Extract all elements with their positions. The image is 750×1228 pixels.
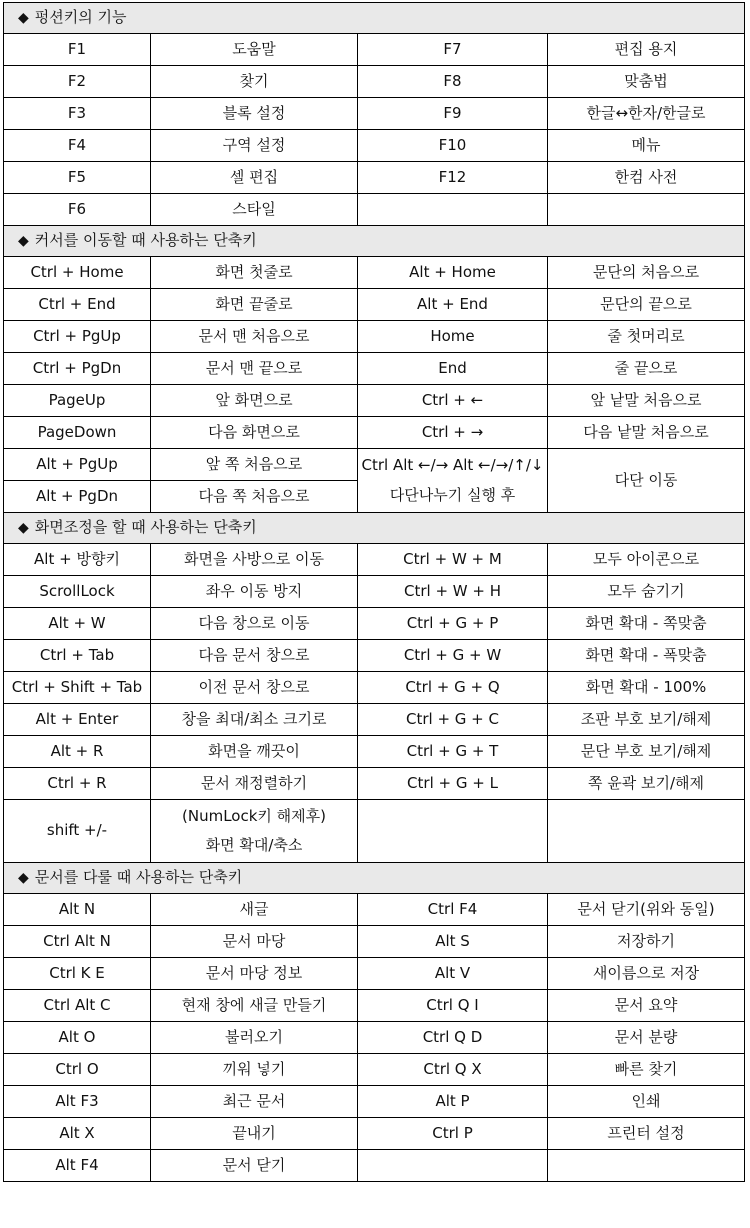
section-header-row	[4, 226, 745, 257]
key-cell: Ctrl + PgUp	[4, 321, 151, 353]
table-row	[4, 449, 745, 481]
key-cell: F3	[4, 98, 151, 130]
key-cell: F12	[358, 162, 548, 194]
table-row	[4, 640, 745, 672]
key-cell: Ctrl + G + P	[358, 608, 548, 640]
key-cell: Alt + W	[4, 608, 151, 640]
table-row	[4, 194, 745, 226]
key-cell: Ctrl + G + W	[358, 640, 548, 672]
key-cell: PageUp	[4, 385, 151, 417]
table-row	[4, 608, 745, 640]
desc-cell: 문서 분량	[548, 1022, 745, 1054]
key-cell: Ctrl + End	[4, 289, 151, 321]
table-row	[4, 1022, 745, 1054]
desc-cell: 모두 아이콘으로	[548, 544, 745, 576]
table-row	[4, 672, 745, 704]
section-title: 화면조정을 할 때 사용하는 단축키	[34, 518, 257, 537]
table-row	[4, 544, 745, 576]
desc-cell: 다음 쪽 처음으로	[151, 481, 358, 513]
desc-cell: 저장하기	[548, 926, 745, 958]
table-row	[4, 353, 745, 385]
key-cell: Alt P	[358, 1086, 548, 1118]
key-cell: F2	[4, 66, 151, 98]
key-cell: Ctrl + →	[358, 417, 548, 449]
desc-cell: 다음 화면으로	[151, 417, 358, 449]
desc-cell	[548, 800, 745, 863]
desc-cell: 한글↔한자/한글로	[548, 98, 745, 130]
desc-cell	[548, 1150, 745, 1182]
desc-cell: 빠른 찾기	[548, 1054, 745, 1086]
key-cell: Alt S	[358, 926, 548, 958]
key-cell: Alt F4	[4, 1150, 151, 1182]
desc-cell: 메뉴	[548, 130, 745, 162]
desc-line: (NumLock키 해제후)	[182, 806, 326, 825]
merged-key-cell	[358, 449, 548, 513]
section-title: 문서를 다룰 때 사용하는 단축키	[34, 868, 243, 887]
desc-cell: 화면 끝줄로	[151, 289, 358, 321]
table-row	[4, 417, 745, 449]
key-cell: Alt O	[4, 1022, 151, 1054]
table-row	[4, 130, 745, 162]
key-cell: Ctrl + PgDn	[4, 353, 151, 385]
shortcut-table-body	[4, 3, 745, 1182]
desc-cell: 창을 최대/최소 크기로	[151, 704, 358, 736]
key-cell: F9	[358, 98, 548, 130]
key-cell: F7	[358, 34, 548, 66]
key-cell: Ctrl Alt C	[4, 990, 151, 1022]
table-row	[4, 289, 745, 321]
key-cell: Ctrl + W + M	[358, 544, 548, 576]
key-cell: F10	[358, 130, 548, 162]
merged-key-line: Ctrl Alt ←/→ Alt ←/→/↑/↓	[361, 456, 544, 475]
key-cell: Ctrl + G + Q	[358, 672, 548, 704]
key-cell: Alt X	[4, 1118, 151, 1150]
key-cell: Ctrl + Shift + Tab	[4, 672, 151, 704]
section-header	[4, 513, 745, 544]
key-cell: Alt + R	[4, 736, 151, 768]
key-cell: Ctrl K E	[4, 958, 151, 990]
desc-cell: 화면 확대 - 쪽맞춤	[548, 608, 745, 640]
table-row	[4, 162, 745, 194]
desc-cell: 스타일	[151, 194, 358, 226]
diamond-bullet-icon: ◆	[18, 870, 29, 887]
key-cell: Ctrl F4	[358, 894, 548, 926]
table-row	[4, 1150, 745, 1182]
key-cell: Ctrl + G + L	[358, 768, 548, 800]
key-cell: Ctrl Q I	[358, 990, 548, 1022]
diamond-bullet-icon: ◆	[18, 520, 29, 537]
desc-cell: 문단 부호 보기/해제	[548, 736, 745, 768]
table-row	[4, 1118, 745, 1150]
table-row	[4, 321, 745, 353]
desc-cell: 문단의 끝으로	[548, 289, 745, 321]
table-row	[4, 98, 745, 130]
merged-key-note: 다단나누기 실행 후	[389, 485, 516, 504]
key-cell: Alt + PgUp	[4, 449, 151, 481]
section-header	[4, 226, 745, 257]
table-row	[4, 926, 745, 958]
table-row	[4, 958, 745, 990]
key-cell: Ctrl Alt N	[4, 926, 151, 958]
desc-cell: 앞 쪽 처음으로	[151, 449, 358, 481]
key-cell: Alt F3	[4, 1086, 151, 1118]
desc-cell: 이전 문서 창으로	[151, 672, 358, 704]
desc-cell: 새이름으로 저장	[548, 958, 745, 990]
desc-cell: 찾기	[151, 66, 358, 98]
key-cell: Home	[358, 321, 548, 353]
table-row	[4, 576, 745, 608]
section-header-row	[4, 863, 745, 894]
section-title: 펑션키의 기능	[34, 8, 127, 27]
desc-cell: 끼워 넣기	[151, 1054, 358, 1086]
table-row	[4, 34, 745, 66]
section-header	[4, 3, 745, 34]
table-row	[4, 894, 745, 926]
section-title: 커서를 이동할 때 사용하는 단축키	[34, 231, 257, 250]
desc-cell: 다음 낱말 처음으로	[548, 417, 745, 449]
desc-cell: 줄 첫머리로	[548, 321, 745, 353]
desc-cell: 도움말	[151, 34, 358, 66]
key-cell: Ctrl + ←	[358, 385, 548, 417]
table-row	[4, 736, 745, 768]
desc-cell: 문서 닫기(위와 동일)	[548, 894, 745, 926]
key-cell: Alt + Enter	[4, 704, 151, 736]
key-cell: F5	[4, 162, 151, 194]
desc-cell: 새글	[151, 894, 358, 926]
key-cell: ScrollLock	[4, 576, 151, 608]
desc-cell	[151, 800, 358, 863]
diamond-bullet-icon: ◆	[18, 233, 29, 250]
table-row	[4, 1054, 745, 1086]
key-cell: Ctrl + Home	[4, 257, 151, 289]
key-cell: F6	[4, 194, 151, 226]
desc-cell: 앞 낱말 처음으로	[548, 385, 745, 417]
desc-cell: 줄 끝으로	[548, 353, 745, 385]
key-cell: Alt V	[358, 958, 548, 990]
desc-cell: 셀 편집	[151, 162, 358, 194]
desc-cell: 한컴 사전	[548, 162, 745, 194]
desc-cell	[548, 194, 745, 226]
key-cell: Alt + End	[358, 289, 548, 321]
desc-cell: 모두 숨기기	[548, 576, 745, 608]
key-cell: PageDown	[4, 417, 151, 449]
table-row	[4, 257, 745, 289]
key-cell: F4	[4, 130, 151, 162]
section-header-row	[4, 3, 745, 34]
key-cell: Ctrl + Tab	[4, 640, 151, 672]
key-cell: F8	[358, 66, 548, 98]
diamond-bullet-icon: ◆	[18, 10, 29, 27]
desc-cell: 좌우 이동 방지	[151, 576, 358, 608]
desc-cell: 맞춤법	[548, 66, 745, 98]
desc-cell: 다음 창으로 이동	[151, 608, 358, 640]
desc-cell: 문서 재정렬하기	[151, 768, 358, 800]
desc-cell: 문서 맨 처음으로	[151, 321, 358, 353]
table-row	[4, 385, 745, 417]
key-cell: Ctrl + R	[4, 768, 151, 800]
desc-cell: 화면 확대 - 100%	[548, 672, 745, 704]
table-row	[4, 66, 745, 98]
key-cell: Ctrl + W + H	[358, 576, 548, 608]
key-cell: Ctrl + G + C	[358, 704, 548, 736]
desc-cell: 문서 맨 끝으로	[151, 353, 358, 385]
section-header	[4, 863, 745, 894]
key-cell: F1	[4, 34, 151, 66]
key-cell	[358, 800, 548, 863]
desc-cell: 프린터 설정	[548, 1118, 745, 1150]
table-row	[4, 990, 745, 1022]
key-cell: Alt + 방향키	[4, 544, 151, 576]
desc-cell: 구역 설정	[151, 130, 358, 162]
key-cell	[358, 194, 548, 226]
desc-cell: 최근 문서	[151, 1086, 358, 1118]
desc-cell: 다음 문서 창으로	[151, 640, 358, 672]
desc-cell: 앞 화면으로	[151, 385, 358, 417]
desc-cell: 편집 용지	[548, 34, 745, 66]
key-cell: Alt N	[4, 894, 151, 926]
desc-cell: 화면 첫줄로	[151, 257, 358, 289]
merged-desc-cell: 다단 이동	[548, 449, 745, 513]
table-row	[4, 1086, 745, 1118]
desc-cell: 문서 마당 정보	[151, 958, 358, 990]
desc-cell: 문서 닫기	[151, 1150, 358, 1182]
shortcut-table	[3, 2, 745, 1182]
section-header-row	[4, 513, 745, 544]
desc-cell: 화면 확대 - 폭맞춤	[548, 640, 745, 672]
desc-cell: 끝내기	[151, 1118, 358, 1150]
desc-cell: 문서 요약	[548, 990, 745, 1022]
table-row	[4, 800, 745, 863]
key-cell	[358, 1150, 548, 1182]
desc-cell: 문단의 처음으로	[548, 257, 745, 289]
desc-cell: 현재 창에 새글 만들기	[151, 990, 358, 1022]
desc-cell: 쪽 윤곽 보기/해제	[548, 768, 745, 800]
desc-cell: 화면을 깨끗이	[151, 736, 358, 768]
key-cell: Ctrl O	[4, 1054, 151, 1086]
table-row	[4, 768, 745, 800]
key-cell: End	[358, 353, 548, 385]
key-cell: shift +/-	[4, 800, 151, 863]
key-cell: Ctrl + G + T	[358, 736, 548, 768]
desc-cell: 조판 부호 보기/해제	[548, 704, 745, 736]
table-row	[4, 704, 745, 736]
desc-cell: 문서 마당	[151, 926, 358, 958]
desc-cell: 블록 설정	[151, 98, 358, 130]
key-cell: Ctrl P	[358, 1118, 548, 1150]
key-cell: Ctrl Q D	[358, 1022, 548, 1054]
key-cell: Ctrl Q X	[358, 1054, 548, 1086]
desc-cell: 화면을 사방으로 이동	[151, 544, 358, 576]
desc-cell: 인쇄	[548, 1086, 745, 1118]
key-cell: Alt + Home	[358, 257, 548, 289]
key-cell: Alt + PgDn	[4, 481, 151, 513]
desc-line: 화면 확대/축소	[205, 836, 303, 854]
desc-cell: 불러오기	[151, 1022, 358, 1054]
